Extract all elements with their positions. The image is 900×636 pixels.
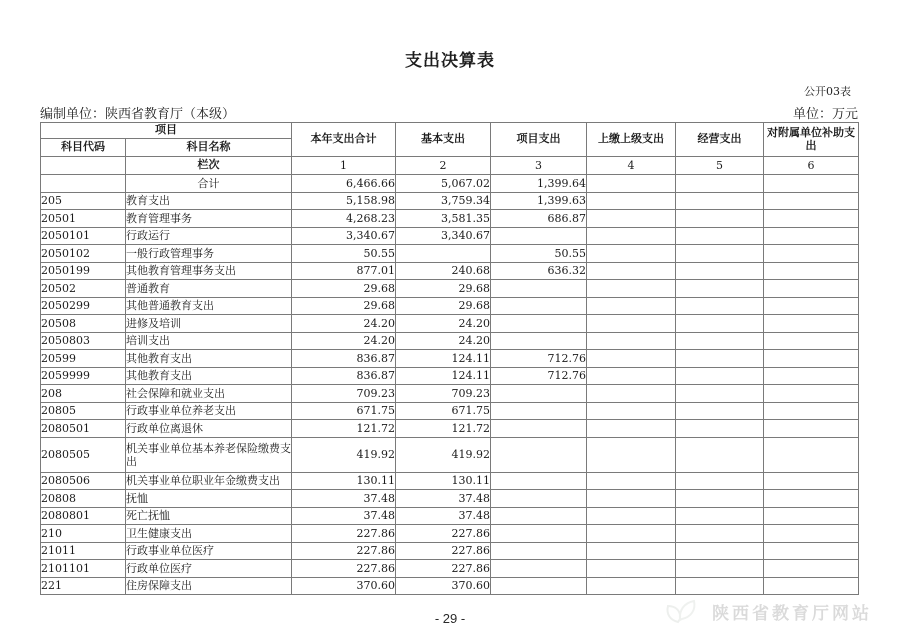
value-cell-col1: 29.68: [292, 280, 396, 298]
value-cell-col6: [764, 315, 859, 333]
subject-code-cell: 20501: [41, 210, 126, 228]
value-cell-col6: [764, 507, 859, 525]
value-cell-col4: [587, 472, 676, 490]
header-col-subsidy: 对附属单位补助支出: [764, 123, 859, 157]
value-cell-col2: 130.11: [396, 472, 491, 490]
header-col-basic: 基本支出: [396, 123, 491, 157]
value-cell-col4: [587, 402, 676, 420]
table-row: [41, 350, 859, 368]
value-cell-col6: [764, 577, 859, 595]
value-cell-col2: 24.20: [396, 332, 491, 350]
value-cell-col5: [676, 402, 764, 420]
expenditure-table: [40, 122, 859, 595]
header-col-project-exp: 项目支出: [491, 123, 587, 157]
unit-label: 单位：万元: [792, 107, 858, 122]
value-cell-col1: 5,158.98: [292, 192, 396, 210]
watermark-text: 陕西省教育厅网站: [712, 603, 872, 623]
value-cell-col3: [491, 507, 587, 525]
value-cell-col5: [676, 472, 764, 490]
value-cell-col1: 877.01: [292, 262, 396, 280]
header-project: 项目: [41, 123, 292, 139]
subject-code-cell: 2080506: [41, 472, 126, 490]
value-cell-col3: [491, 332, 587, 350]
value-cell-col5: [676, 367, 764, 385]
subject-name-cell: 住房保障支出: [126, 577, 292, 595]
value-cell-col6: [764, 210, 859, 228]
table-body: [41, 175, 859, 595]
value-cell-col4: [587, 297, 676, 315]
subject-name-cell: 其他教育支出: [126, 350, 292, 368]
value-cell-col4: [587, 560, 676, 578]
subject-code-cell: 2080505: [41, 437, 126, 472]
value-cell-col5: [676, 227, 764, 245]
value-cell-col4: [587, 210, 676, 228]
value-cell-col3: [491, 560, 587, 578]
subject-code-cell: 221: [41, 577, 126, 595]
subject-name-cell: 其他普通教育支出: [126, 297, 292, 315]
table-row: [41, 192, 859, 210]
lanci-label: 栏次: [126, 157, 292, 175]
value-cell-col6: [764, 350, 859, 368]
value-cell-col6: [764, 280, 859, 298]
value-cell-col1: 6,466.66: [292, 175, 396, 193]
value-cell-col3: [491, 280, 587, 298]
value-cell-col2: 227.86: [396, 542, 491, 560]
value-cell-col4: [587, 262, 676, 280]
table-row: [41, 437, 859, 472]
table-row: [41, 297, 859, 315]
table-row: [41, 245, 859, 263]
value-cell-col1: 227.86: [292, 560, 396, 578]
header-col-operating: 经营支出: [676, 123, 764, 157]
value-cell-col5: [676, 297, 764, 315]
value-cell-col3: [491, 402, 587, 420]
value-cell-col3: [491, 542, 587, 560]
subject-name-cell: 教育管理事务: [126, 210, 292, 228]
subject-name-cell: 死亡抚恤: [126, 507, 292, 525]
value-cell-col2: 37.48: [396, 507, 491, 525]
value-cell-col5: [676, 577, 764, 595]
subject-code-cell: 205: [41, 192, 126, 210]
value-cell-col1: 4,268.23: [292, 210, 396, 228]
subject-name-cell: 行政事业单位养老支出: [126, 402, 292, 420]
value-cell-col1: 709.23: [292, 385, 396, 403]
subject-name-cell: 卫生健康支出: [126, 525, 292, 543]
page-number: - 29 -: [434, 611, 466, 626]
value-cell-col5: [676, 542, 764, 560]
value-cell-col6: [764, 297, 859, 315]
subject-name-cell: 抚恤: [126, 490, 292, 508]
value-cell-col6: [764, 262, 859, 280]
column-number-6: 6: [764, 157, 859, 175]
table-row: [41, 367, 859, 385]
subject-code-cell: 20805: [41, 402, 126, 420]
subject-name-cell: 教育支出: [126, 192, 292, 210]
value-cell-col3: 1,399.63: [491, 192, 587, 210]
value-cell-col1: 671.75: [292, 402, 396, 420]
subject-name-cell: 进修及培训: [126, 315, 292, 333]
table-row: [41, 507, 859, 525]
value-cell-col3: [491, 227, 587, 245]
value-cell-col3: [491, 420, 587, 438]
value-cell-col6: [764, 472, 859, 490]
column-number-row: [41, 157, 859, 175]
value-cell-col5: [676, 175, 764, 193]
value-cell-col1: 227.86: [292, 525, 396, 543]
meta-row: [40, 103, 858, 122]
subject-name-cell: 普通教育: [126, 280, 292, 298]
subject-code-cell: 2080501: [41, 420, 126, 438]
subject-code-cell: [41, 175, 126, 193]
table-row: [41, 402, 859, 420]
value-cell-col1: 24.20: [292, 332, 396, 350]
value-cell-col2: 121.72: [396, 420, 491, 438]
value-cell-col5: [676, 245, 764, 263]
value-cell-col4: [587, 490, 676, 508]
subject-name-cell: 其他教育管理事务支出: [126, 262, 292, 280]
value-cell-col3: [491, 490, 587, 508]
value-cell-col5: [676, 262, 764, 280]
value-cell-col5: [676, 315, 764, 333]
column-number-1: 1: [292, 157, 396, 175]
value-cell-col5: [676, 437, 764, 472]
subject-code-cell: 2050102: [41, 245, 126, 263]
subject-name-cell: 其他教育支出: [126, 367, 292, 385]
value-cell-col6: [764, 245, 859, 263]
value-cell-col6: [764, 542, 859, 560]
value-cell-col2: 240.68: [396, 262, 491, 280]
value-cell-col3: 636.32: [491, 262, 587, 280]
prepared-by-label: 编制单位：陕西省教育厅（本级）: [40, 107, 236, 122]
value-cell-col4: [587, 507, 676, 525]
subject-code-cell: 20599: [41, 350, 126, 368]
value-cell-col2: 3,759.34: [396, 192, 491, 210]
header-subject-code: 科目代码: [41, 139, 126, 157]
value-cell-col2: 3,581.35: [396, 210, 491, 228]
public-table-code: 公开03表: [804, 85, 851, 98]
value-cell-col3: [491, 315, 587, 333]
subject-code-cell: 2050101: [41, 227, 126, 245]
table-row: [41, 175, 859, 193]
value-cell-col1: 24.20: [292, 315, 396, 333]
page-title: 支出决算表: [405, 51, 495, 70]
value-cell-col5: [676, 507, 764, 525]
value-cell-col4: [587, 385, 676, 403]
value-cell-col6: [764, 420, 859, 438]
column-number-4: 4: [587, 157, 676, 175]
table-row: [41, 280, 859, 298]
value-cell-col5: [676, 210, 764, 228]
value-cell-col5: [676, 332, 764, 350]
header-col-upper: 上缴上级支出: [587, 123, 676, 157]
value-cell-col1: 836.87: [292, 350, 396, 368]
value-cell-col5: [676, 280, 764, 298]
subject-name-cell: 一般行政管理事务: [126, 245, 292, 263]
value-cell-col3: 1,399.64: [491, 175, 587, 193]
value-cell-col6: [764, 227, 859, 245]
value-cell-col4: [587, 367, 676, 385]
value-cell-col1: 419.92: [292, 437, 396, 472]
value-cell-col4: [587, 192, 676, 210]
subject-name-cell: 合计: [126, 175, 292, 193]
value-cell-col2: 370.60: [396, 577, 491, 595]
subject-code-cell: 2101101: [41, 560, 126, 578]
value-cell-col1: 370.60: [292, 577, 396, 595]
subject-code-cell: 210: [41, 525, 126, 543]
subject-code-cell: 2050299: [41, 297, 126, 315]
value-cell-col6: [764, 402, 859, 420]
subject-name-cell: 行政事业单位医疗: [126, 542, 292, 560]
value-cell-col6: [764, 332, 859, 350]
table-row: [41, 315, 859, 333]
value-cell-col1: 37.48: [292, 490, 396, 508]
table-row: [41, 525, 859, 543]
value-cell-col3: [491, 297, 587, 315]
value-cell-col2: 709.23: [396, 385, 491, 403]
value-cell-col6: [764, 192, 859, 210]
table-row: [41, 542, 859, 560]
value-cell-col2: 29.68: [396, 280, 491, 298]
lanci-empty-cell: [41, 157, 126, 175]
value-cell-col2: 124.11: [396, 367, 491, 385]
header-subject-name: 科目名称: [126, 139, 292, 157]
value-cell-col4: [587, 577, 676, 595]
subject-code-cell: 21011: [41, 542, 126, 560]
subject-name-cell: 培训支出: [126, 332, 292, 350]
subject-code-cell: 20502: [41, 280, 126, 298]
table-row: [41, 210, 859, 228]
value-cell-col5: [676, 525, 764, 543]
value-cell-col2: 24.20: [396, 315, 491, 333]
column-number-3: 3: [491, 157, 587, 175]
value-cell-col6: [764, 490, 859, 508]
value-cell-col4: [587, 542, 676, 560]
table-row: [41, 490, 859, 508]
subject-name-cell: 行政运行: [126, 227, 292, 245]
value-cell-col6: [764, 385, 859, 403]
value-cell-col3: [491, 437, 587, 472]
value-cell-col1: 836.87: [292, 367, 396, 385]
value-cell-col5: [676, 350, 764, 368]
subject-code-cell: 2080801: [41, 507, 126, 525]
value-cell-col6: [764, 560, 859, 578]
subject-code-cell: 2050803: [41, 332, 126, 350]
table-row: [41, 577, 859, 595]
value-cell-col4: [587, 420, 676, 438]
value-cell-col1: 3,340.67: [292, 227, 396, 245]
subject-name-cell: 行政单位离退休: [126, 420, 292, 438]
value-cell-col6: [764, 367, 859, 385]
value-cell-col3: 686.87: [491, 210, 587, 228]
subject-code-cell: 208: [41, 385, 126, 403]
value-cell-col2: 227.86: [396, 525, 491, 543]
value-cell-col4: [587, 175, 676, 193]
value-cell-col2: 5,067.02: [396, 175, 491, 193]
subject-name-cell: 社会保障和就业支出: [126, 385, 292, 403]
value-cell-col1: 121.72: [292, 420, 396, 438]
value-cell-col5: [676, 490, 764, 508]
value-cell-col1: 37.48: [292, 507, 396, 525]
table-row: [41, 420, 859, 438]
value-cell-col3: 712.76: [491, 350, 587, 368]
table-row: [41, 332, 859, 350]
table-row: [41, 385, 859, 403]
value-cell-col2: 124.11: [396, 350, 491, 368]
value-cell-col2: 671.75: [396, 402, 491, 420]
value-cell-col4: [587, 245, 676, 263]
value-cell-col2: [396, 245, 491, 263]
column-number-5: 5: [676, 157, 764, 175]
value-cell-col4: [587, 525, 676, 543]
subject-name-cell: 机关事业单位职业年金缴费支出: [126, 472, 292, 490]
value-cell-col6: [764, 437, 859, 472]
value-cell-col5: [676, 385, 764, 403]
value-cell-col1: 29.68: [292, 297, 396, 315]
value-cell-col4: [587, 227, 676, 245]
value-cell-col4: [587, 280, 676, 298]
value-cell-col2: 37.48: [396, 490, 491, 508]
value-cell-col6: [764, 175, 859, 193]
value-cell-col2: 419.92: [396, 437, 491, 472]
value-cell-col3: [491, 525, 587, 543]
value-cell-col5: [676, 192, 764, 210]
value-cell-col2: 29.68: [396, 297, 491, 315]
value-cell-col3: [491, 577, 587, 595]
column-number-2: 2: [396, 157, 491, 175]
value-cell-col6: [764, 525, 859, 543]
value-cell-col1: 130.11: [292, 472, 396, 490]
subject-name-cell: 行政单位医疗: [126, 560, 292, 578]
value-cell-col1: 50.55: [292, 245, 396, 263]
value-cell-col4: [587, 350, 676, 368]
table-row: [41, 262, 859, 280]
subject-code-cell: 2050199: [41, 262, 126, 280]
value-cell-col1: 227.86: [292, 542, 396, 560]
value-cell-col3: [491, 385, 587, 403]
value-cell-col3: 50.55: [491, 245, 587, 263]
value-cell-col3: [491, 472, 587, 490]
value-cell-col3: 712.76: [491, 367, 587, 385]
subject-code-cell: 2059999: [41, 367, 126, 385]
value-cell-col5: [676, 560, 764, 578]
value-cell-col4: [587, 332, 676, 350]
value-cell-col4: [587, 437, 676, 472]
subject-name-cell: 机关事业单位基本养老保险缴费支出: [126, 437, 292, 472]
subject-code-cell: 20808: [41, 490, 126, 508]
table-row: [41, 560, 859, 578]
table-row: [41, 227, 859, 245]
value-cell-col4: [587, 315, 676, 333]
subject-code-cell: 20508: [41, 315, 126, 333]
header-col-total: 本年支出合计: [292, 123, 396, 157]
value-cell-col5: [676, 420, 764, 438]
table-row: [41, 472, 859, 490]
value-cell-col2: 227.86: [396, 560, 491, 578]
value-cell-col2: 3,340.67: [396, 227, 491, 245]
header-row-1: [41, 123, 859, 139]
